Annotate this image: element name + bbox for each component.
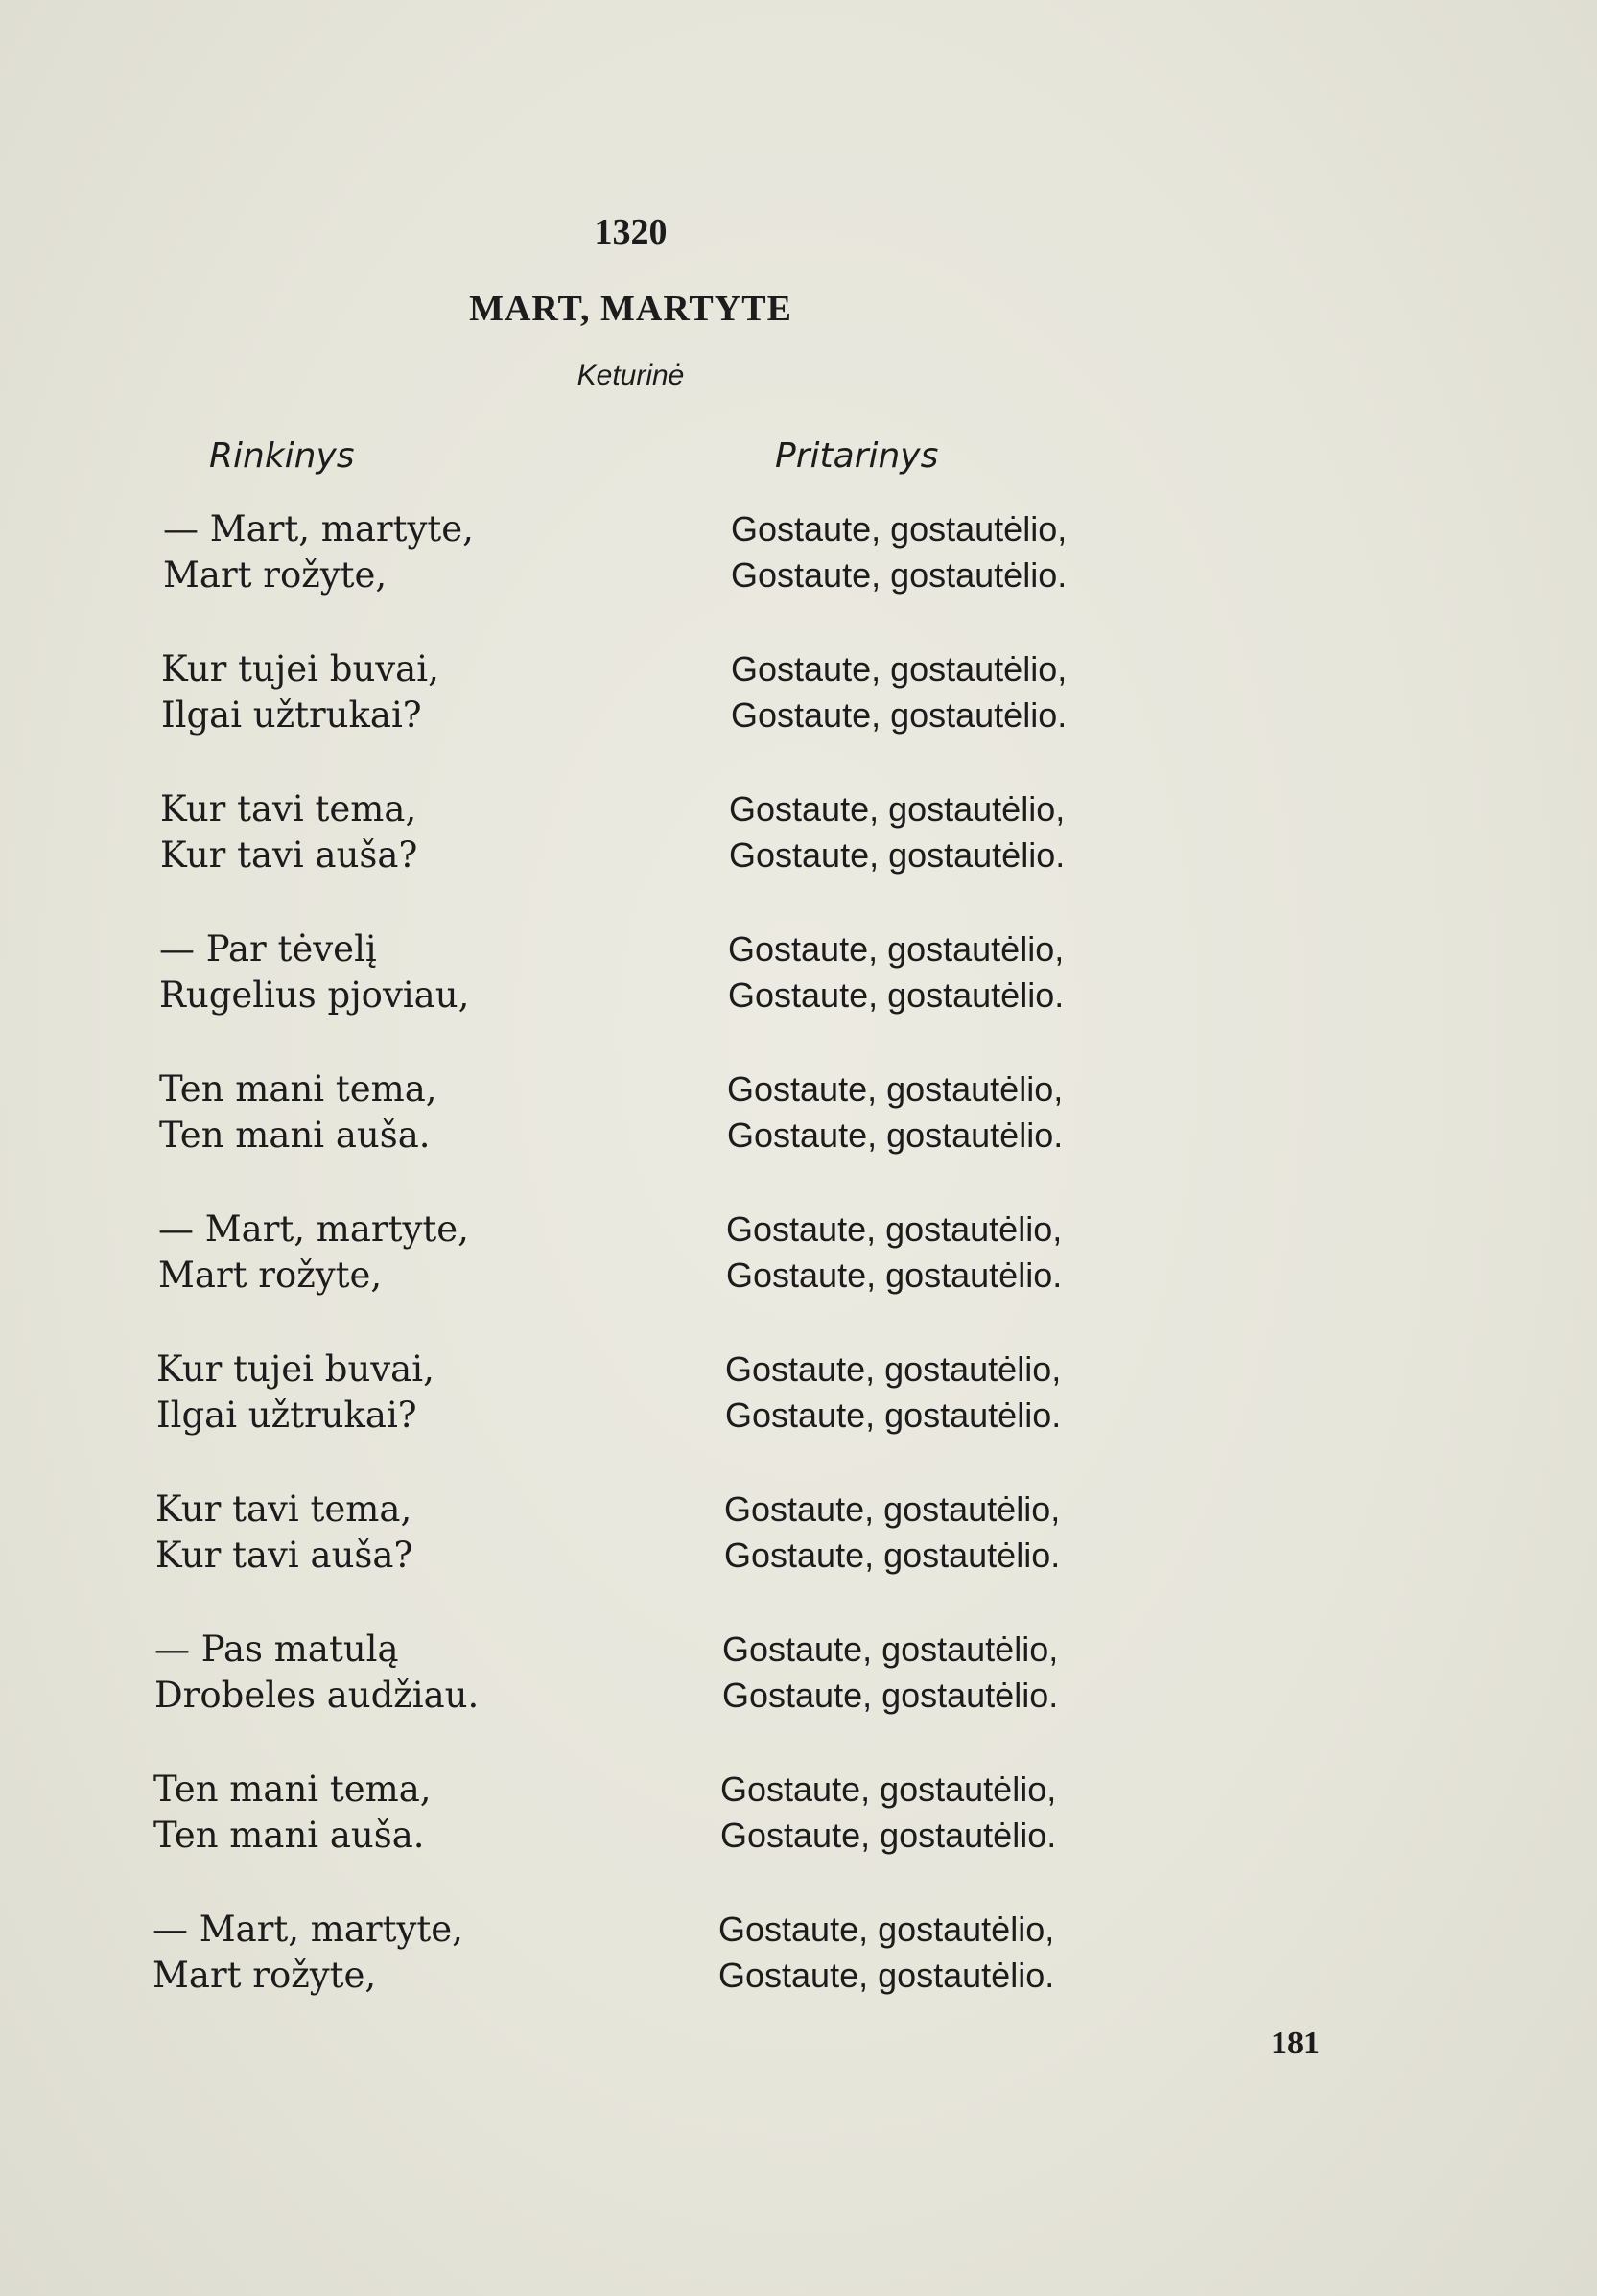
lyric-line: Ten mani tema, <box>159 1068 437 1110</box>
stanza-10-refrain <box>720 1767 1056 1859</box>
stanza-2-lyrics <box>161 646 439 738</box>
refrain-line: Gostaute, gostautėlio. <box>731 555 1068 595</box>
lyric-line: Kur tavi auša? <box>160 834 418 876</box>
refrain-line: Gostaute, gostautėlio. <box>720 1816 1057 1855</box>
refrain-line: Gostaute, gostautėlio, <box>731 649 1068 689</box>
stanza-9-refrain <box>722 1627 1058 1719</box>
refrain-line: Gostaute, gostautėlio, <box>727 1069 1064 1109</box>
refrain-line: Gostaute, gostautėlio. <box>718 1956 1055 1995</box>
lyric-line: Kur tavi auša? <box>155 1535 413 1576</box>
lyric-line: Kur tavi tema, <box>160 788 417 830</box>
refrain-line: Gostaute, gostautėlio. <box>722 1675 1059 1715</box>
lyric-line: Drobeles audžiau. <box>154 1675 480 1716</box>
refrain-line: Gostaute, gostautėlio. <box>727 1115 1064 1155</box>
stanza-5-lyrics <box>159 1066 437 1159</box>
lyric-line: Kur tujei buvai, <box>161 648 439 690</box>
stanza-1-lyrics <box>163 506 474 598</box>
lyric-line: Ilgai užtrukai? <box>156 1394 417 1436</box>
lyric-line: — Mart, martyte, <box>163 508 474 550</box>
refrain-line: Gostaute, gostautėlio, <box>726 1209 1063 1249</box>
left-column-heading: Rinkinys <box>209 436 355 476</box>
lyric-line: Mart rožyte, <box>158 1254 383 1296</box>
stanza-6-lyrics <box>158 1207 469 1299</box>
stanza-7-refrain <box>725 1347 1061 1439</box>
song-number: 1320 <box>594 212 668 252</box>
lyric-line: — Mart, martyte, <box>158 1208 469 1250</box>
refrain-line: Gostaute, gostautėlio, <box>729 789 1066 829</box>
right-column-heading: Pritarinys <box>775 436 939 476</box>
stanza-2-refrain <box>731 646 1067 738</box>
stanza-4-lyrics <box>159 926 469 1019</box>
refrain-line: Gostaute, gostautėlio, <box>722 1629 1059 1669</box>
lyric-line: Ilgai užtrukai? <box>161 694 422 736</box>
refrain-line: Gostaute, gostautėlio, <box>720 1769 1057 1809</box>
stanza-5-refrain <box>727 1066 1063 1159</box>
refrain-line: Gostaute, gostautėlio. <box>728 975 1065 1015</box>
lyric-line: Kur tavi tema, <box>155 1488 412 1530</box>
stanza-11-refrain <box>718 1907 1054 1999</box>
refrain-line: Gostaute, gostautėlio. <box>729 835 1066 875</box>
stanza-4-refrain <box>728 926 1064 1019</box>
lyric-line: Mart rožyte, <box>153 1955 377 1996</box>
refrain-line: Gostaute, gostautėlio. <box>725 1395 1062 1435</box>
refrain-line: Gostaute, gostautėlio. <box>731 695 1068 735</box>
stanza-9-lyrics <box>154 1627 479 1719</box>
stanza-3-lyrics <box>160 786 417 879</box>
refrain-line: Gostaute, gostautėlio. <box>726 1255 1063 1295</box>
lyric-line: Ten mani auša. <box>159 1114 431 1156</box>
stanza-3-refrain <box>729 786 1065 879</box>
song-type: Keturinė <box>576 360 685 391</box>
lyric-line: Rugelius pjoviau, <box>159 974 470 1016</box>
refrain-line: Gostaute, gostautėlio. <box>724 1535 1061 1575</box>
song-title: MART, MARTYTE <box>469 289 792 329</box>
lyric-line: Ten mani tema, <box>153 1769 432 1810</box>
stanza-10-lyrics <box>153 1767 432 1859</box>
stanza-7-lyrics <box>156 1347 434 1439</box>
page-number: 181 <box>1271 2026 1320 2061</box>
stanza-11-lyrics <box>153 1907 463 1999</box>
stanza-8-lyrics <box>155 1487 412 1579</box>
lyric-line: — Pas matulą <box>154 1628 399 1670</box>
refrain-line: Gostaute, gostautėlio, <box>725 1349 1062 1389</box>
refrain-line: Gostaute, gostautėlio, <box>728 929 1065 969</box>
lyric-line: — Par tėvelį <box>159 928 377 970</box>
lyric-line: Kur tujei buvai, <box>156 1348 434 1390</box>
refrain-line: Gostaute, gostautėlio, <box>718 1909 1055 1949</box>
stanza-6-refrain <box>726 1207 1062 1299</box>
refrain-line: Gostaute, gostautėlio, <box>724 1489 1061 1529</box>
stanza-8-refrain <box>724 1487 1060 1579</box>
stanza-1-refrain <box>731 506 1067 598</box>
refrain-line: Gostaute, gostautėlio, <box>731 509 1068 549</box>
lyric-line: Ten mani auša. <box>153 1815 425 1856</box>
lyric-line: — Mart, martyte, <box>153 1909 463 1950</box>
lyric-line: Mart rožyte, <box>163 554 388 596</box>
